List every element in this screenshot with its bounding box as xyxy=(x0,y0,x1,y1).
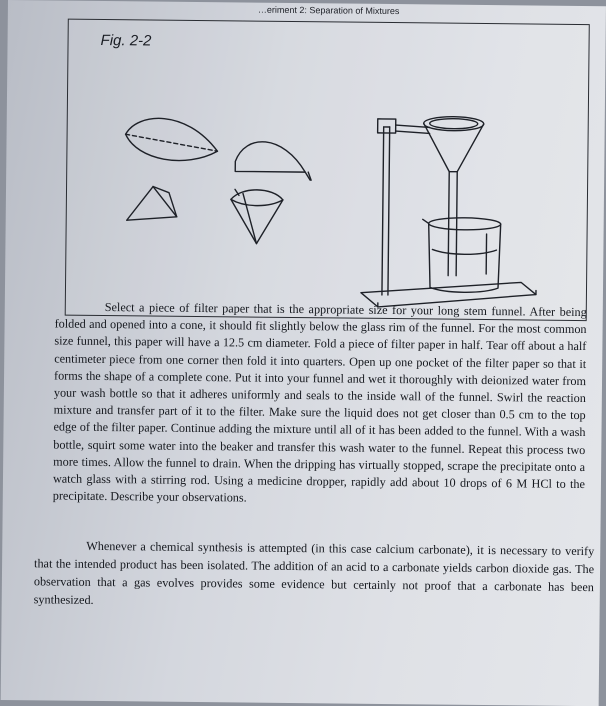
filter-paper-folding-illustration xyxy=(66,20,589,320)
opened-cone-drawing xyxy=(230,189,283,244)
folded-half-circle-drawing xyxy=(125,118,217,161)
ring-stand-rod-drawing xyxy=(382,127,390,295)
torn-corner-fold-drawing xyxy=(127,186,177,221)
figure-label: Fig. 2-2 xyxy=(100,31,152,50)
funnel-drawing xyxy=(422,116,484,276)
textbook-page xyxy=(1,0,606,706)
clamp-drawing xyxy=(378,119,430,134)
instructions-paragraph: Select a piece of filter paper that is the appropriate size for your long stem funnel. After being folded and opened into a cone, it should fit slightly below the glass rim of the funnel. For the most common size funnel, this paper will have a 12.5 cm diameter. Fold a piece of filter paper in half. Tear off about a half centimeter piece from one corner then fold it into quarters. Open up one pocket of the filter paper so that it forms the shape of a complete cone. Put it into your funnel and wet it thoroughly with deionized water from your wash bottle so that it adheres uniformly and seals to the inside wall of the funnel. Swirl the reaction mixture and transfer part of it to the filter. Make sure the liquid does not get closer than 0.5 cm to the top edge of the filter paper. Continue adding the mixture until all of it has been added to the funnel. With a wash bottle, squirt some water into the beaker and transfer this wash water to the funnel. Repeat this process two more times. Allow the funnel to drain. When the dripping has virtually stopped, scrape the precipitate onto a watch glass with a stirring rod. Using a medicine dropper, rapidly add about 10 drops of 6 M HCl to the precipitate. Describe your observations. xyxy=(52,300,587,505)
quarter-fold-drawing xyxy=(235,141,311,180)
explanation-paragraph: Whenever a chemical synthesis is attempted (in this case calcium carbonate), it is necessary to verify that the intended product has been isolated. The addition of an acid to a carbonate yields carbon dioxide gas. The observation that a gas evolves provides some evidence but certainly not proof that a carbonate has been synthesized. xyxy=(33,538,595,607)
beaker-drawing xyxy=(422,217,501,292)
running-head: …eriment 2: Separation of Mixtures xyxy=(257,4,400,17)
figure-box xyxy=(65,19,590,321)
